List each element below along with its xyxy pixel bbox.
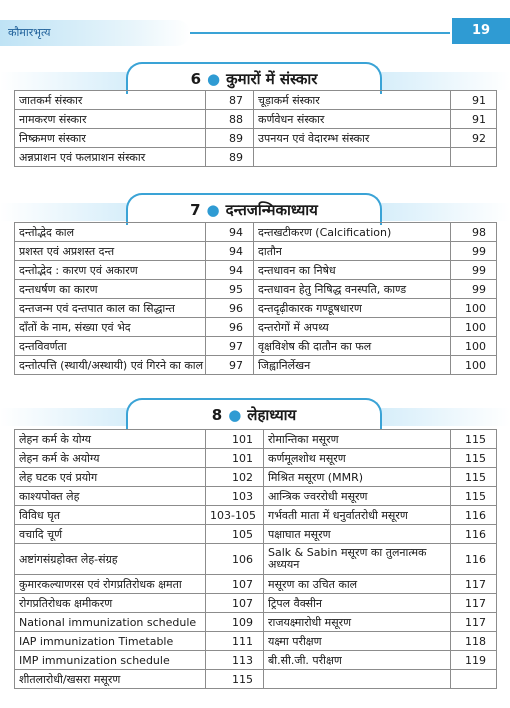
section-8-header [0, 398, 510, 432]
toc-entry-page: 115 [451, 430, 497, 449]
toc-entry-page: 100 [451, 318, 497, 337]
table-row [15, 594, 497, 613]
toc-entry-title: दन्तधर्षण का कारण [15, 280, 206, 299]
toc-entry-page: 115 [451, 468, 497, 487]
toc-entry-page: 100 [451, 337, 497, 356]
toc-entry-page: 94 [206, 223, 254, 242]
toc-entry-title: चूड़ाकर्म संस्कार [254, 91, 451, 110]
toc-entry-title: वचादि चूर्ण [15, 525, 206, 544]
toc-entry-page: 96 [206, 318, 254, 337]
section-6-table [14, 90, 497, 167]
toc-entry-title: आन्त्रिक ज्वररोधी मसूरण [264, 487, 451, 506]
toc-entry-title: रोमान्तिका मसूरण [264, 430, 451, 449]
toc-entry-title: ट्रिपल वैक्सीन [264, 594, 451, 613]
toc-entry-title: National immunization schedule [15, 613, 206, 632]
table-row [15, 651, 497, 670]
table-row [15, 129, 497, 148]
toc-entry-title: मसूरण का उचित काल [264, 575, 451, 594]
toc-entry-title: कर्णवेधन संस्कार [254, 110, 451, 129]
toc-entry-title: विविध घृत [15, 506, 206, 525]
toc-entry-page: 107 [206, 594, 264, 613]
toc-entry-title: रोगप्रतिरोधक क्षमीकरण [15, 594, 206, 613]
toc-entry-title: दन्तखटीकरण (Calcification) [254, 223, 451, 242]
toc-entry-title: दातौन [254, 242, 451, 261]
toc-entry-page: 109 [206, 613, 264, 632]
toc-entry-page: 113 [206, 651, 264, 670]
toc-entry-page: 116 [451, 544, 497, 575]
section-title-tab [126, 193, 382, 225]
toc-entry-page: 102 [206, 468, 264, 487]
toc-entry-title: मिश्रित मसूरण (MMR) [264, 468, 451, 487]
header-rule [190, 32, 450, 34]
toc-entry-title: अन्नप्राशन एवं फलप्राशन संस्कार [15, 148, 206, 167]
toc-entry-title: दन्तजन्म एवं दन्तपात काल का सिद्धान्त [15, 299, 206, 318]
section-7-table [14, 222, 497, 375]
toc-entry-title: अष्टांगसंग्रहोक्त लेह-संग्रह [15, 544, 206, 575]
toc-entry-page: 107 [206, 575, 264, 594]
toc-entry-page: 111 [206, 632, 264, 651]
section-number: 6 [190, 70, 201, 88]
toc-entry-title: राजयक्ष्मारोधी मसूरण [264, 613, 451, 632]
toc-entry-page: 103 [206, 487, 264, 506]
toc-entry-page: 89 [206, 129, 254, 148]
table-row [15, 575, 497, 594]
toc-entry-page: 98 [451, 223, 497, 242]
toc-entry-title: गर्भवती माता में धनुर्वातरोधी मसूरण [264, 506, 451, 525]
toc-entry-page: 117 [451, 594, 497, 613]
toc-entry-page: 105 [206, 525, 264, 544]
toc-entry-page: 97 [206, 337, 254, 356]
running-title: कौमारभृत्य [8, 26, 51, 39]
table-row [15, 613, 497, 632]
table-row [15, 632, 497, 651]
toc-entry-page: 115 [206, 670, 264, 689]
toc-entry-title: प्रशस्त एवं अप्रशस्त दन्त [15, 242, 206, 261]
toc-entry-page: 115 [451, 487, 497, 506]
toc-entry-page: 96 [206, 299, 254, 318]
table-row [15, 148, 497, 167]
toc-entry-page: 101 [206, 449, 264, 468]
toc-entry-page: 100 [451, 356, 497, 375]
toc-entry-page: 99 [451, 261, 497, 280]
toc-entry-page: 97 [206, 356, 254, 375]
table-row [15, 242, 497, 261]
toc-entry-title: दन्तविवर्णता [15, 337, 206, 356]
toc-entry-title: दाँतों के नाम, संख्या एवं भेद [15, 318, 206, 337]
toc-entry-page: 99 [451, 280, 497, 299]
toc-entry-title: लेहन कर्म के अयोग्य [15, 449, 206, 468]
toc-entry-title [264, 670, 451, 689]
toc-entry-page: 94 [206, 261, 254, 280]
section-title-tab [126, 398, 382, 430]
table-row [15, 544, 497, 575]
table-row [15, 468, 497, 487]
toc-entry-title: निष्क्रमण संस्कार [15, 129, 206, 148]
toc-entry-title: IAP immunization Timetable [15, 632, 206, 651]
bullet-icon: ● [207, 70, 221, 88]
toc-entry-title [254, 148, 451, 167]
toc-entry-title: काश्यपोक्त लेह [15, 487, 206, 506]
bullet-icon: ● [228, 406, 242, 424]
toc-entry-page: 116 [451, 506, 497, 525]
page-number: 19 [452, 18, 510, 44]
toc-entry-page: 95 [206, 280, 254, 299]
table-row [15, 506, 497, 525]
table-row [15, 223, 497, 242]
toc-entry-page [451, 670, 497, 689]
toc-entry-page: 92 [451, 129, 497, 148]
toc-entry-title: लेह घटक एवं प्रयोग [15, 468, 206, 487]
table-row [15, 337, 497, 356]
toc-entry-page: 118 [451, 632, 497, 651]
section-title: लेहाध्याय [247, 406, 297, 424]
toc-entry-page: 91 [451, 110, 497, 129]
toc-entry-title: जातकर्म संस्कार [15, 91, 206, 110]
table-row [15, 318, 497, 337]
toc-entry-title: Salk & Sabin मसूरण का तुलनात्मक अध्ययन [264, 544, 451, 575]
toc-entry-title: दन्तोत्पत्ति (स्थायी/अस्थायी) एवं गिरने का काल [15, 356, 206, 375]
table-row [15, 280, 497, 299]
section-title: दन्तजन्मिकाध्याय [225, 201, 318, 219]
toc-entry-page: 99 [451, 242, 497, 261]
toc-entry-page: 115 [451, 449, 497, 468]
toc-entry-title: उपनयन एवं वेदारम्भ संस्कार [254, 129, 451, 148]
toc-entry-page: 117 [451, 575, 497, 594]
table-row [15, 299, 497, 318]
table-row [15, 525, 497, 544]
toc-entry-page: 89 [206, 148, 254, 167]
toc-entry-page: 103-105 [206, 506, 264, 525]
toc-entry-page: 119 [451, 651, 497, 670]
section-number: 7 [190, 201, 201, 219]
section-title: कुमारों में संस्कार [226, 70, 318, 88]
toc-entry-page: 106 [206, 544, 264, 575]
toc-entry-title: दन्तोद्भेद : कारण एवं अकारण [15, 261, 206, 280]
toc-entry-title: यक्ष्मा परीक्षण [264, 632, 451, 651]
toc-entry-page: 94 [206, 242, 254, 261]
toc-entry-title: वृक्षविशेष की दातौन का फल [254, 337, 451, 356]
table-row [15, 91, 497, 110]
table-row [15, 670, 497, 689]
toc-entry-title: दन्तधावन का निषेध [254, 261, 451, 280]
toc-entry-title: जिह्वानिर्लेखन [254, 356, 451, 375]
toc-entry-page: 91 [451, 91, 497, 110]
toc-entry-title: नामकरण संस्कार [15, 110, 206, 129]
bullet-icon: ● [206, 201, 220, 219]
toc-entry-title: दन्तोद्भेद काल [15, 223, 206, 242]
toc-entry-title: IMP immunization schedule [15, 651, 206, 670]
table-row [15, 356, 497, 375]
toc-entry-title: कुमारकल्याणरस एवं रोगप्रतिरोधक क्षमता [15, 575, 206, 594]
section-8-table [14, 429, 497, 689]
toc-entry-page: 100 [451, 299, 497, 318]
toc-entry-page: 87 [206, 91, 254, 110]
table-row [15, 430, 497, 449]
toc-entry-title: कर्णमूलशोथ मसूरण [264, 449, 451, 468]
toc-entry-title: दन्तरोगों में अपथ्य [254, 318, 451, 337]
toc-entry-page: 88 [206, 110, 254, 129]
running-header [0, 20, 190, 46]
toc-entry-title: दन्तधावन हेतु निषिद्ध वनस्पति, काण्ड [254, 280, 451, 299]
table-row [15, 487, 497, 506]
table-row [15, 449, 497, 468]
table-row [15, 261, 497, 280]
toc-entry-title: पक्षाघात मसूरण [264, 525, 451, 544]
section-number: 8 [211, 406, 223, 424]
toc-entry-title: शीतलारोधी/खसरा मसूरण [15, 670, 206, 689]
toc-entry-page: 117 [451, 613, 497, 632]
toc-entry-title: दन्तदृढ़ीकारक गण्डूषधारण [254, 299, 451, 318]
toc-entry-title: बी.सी.जी. परीक्षण [264, 651, 451, 670]
table-row [15, 110, 497, 129]
toc-entry-title: लेहन कर्म के योग्य [15, 430, 206, 449]
toc-entry-page: 116 [451, 525, 497, 544]
toc-entry-page: 101 [206, 430, 264, 449]
toc-entry-page [451, 148, 497, 167]
